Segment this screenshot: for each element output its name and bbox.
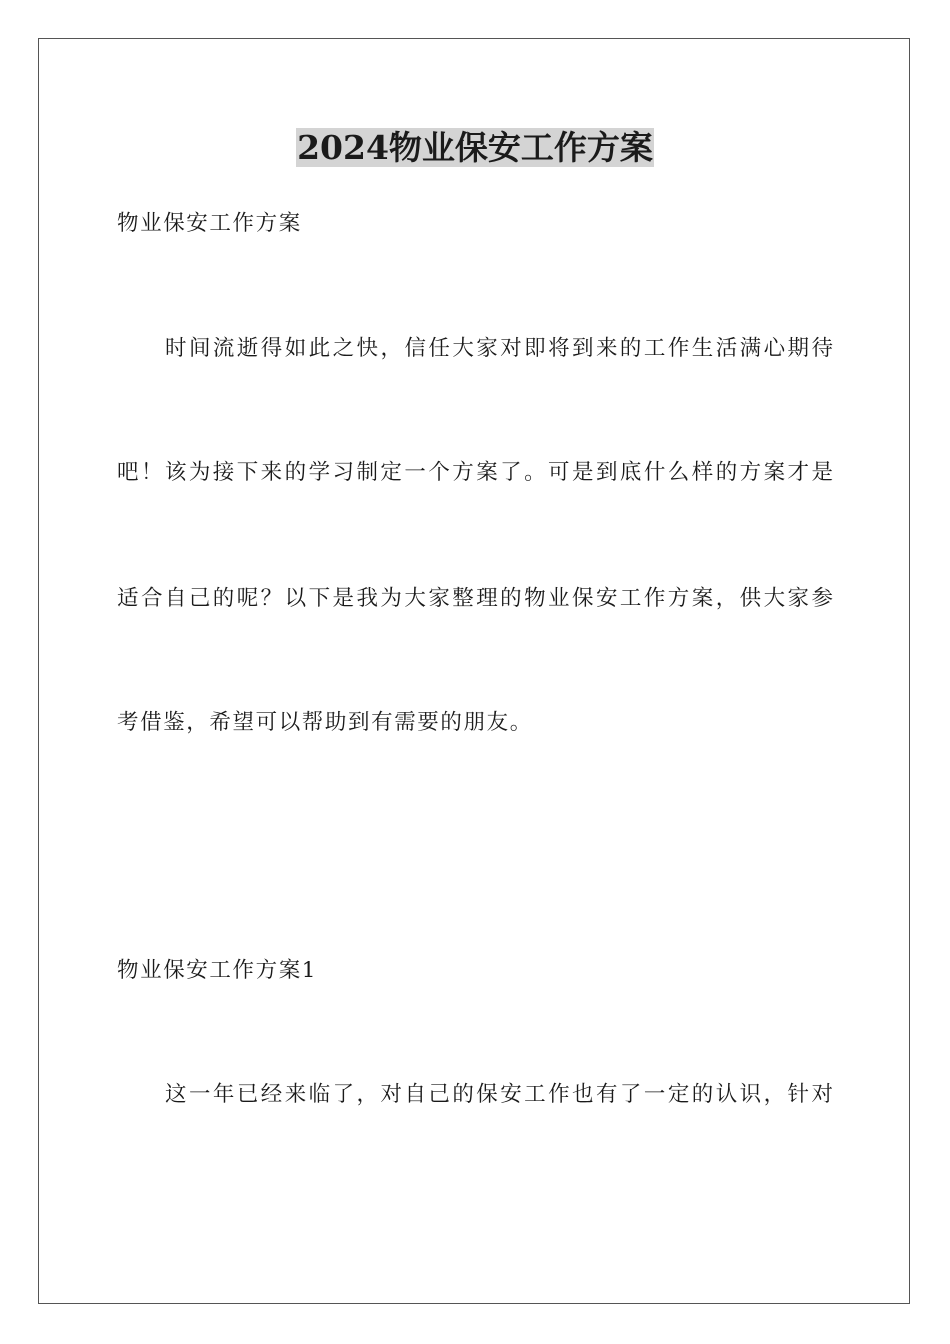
intro-line-1: 时间流逝得如此之快，信任大家对即将到来的工作生活满心期待 [165, 336, 833, 361]
section-paragraph-line-1: 这一年已经来临了，对自己的保安工作也有了一定的认识，针对 [165, 1082, 833, 1107]
intro-line-2: 吧！该为接下来的学习制定一个方案了。可是到底什么样的方案才是 [117, 460, 833, 485]
intro-line-3: 适合自己的呢？以下是我为大家整理的物业保安工作方案，供大家参 [117, 586, 833, 611]
document-subtitle: 物业保安工作方案 [117, 211, 302, 236]
section-heading: 物业保安工作方案1 [117, 958, 318, 983]
document-title [0, 128, 950, 168]
intro-line-4: 考借鉴，希望可以帮助到有需要的朋友。 [117, 710, 533, 735]
document-title-text: 2024物业保安工作方案 [297, 128, 653, 167]
